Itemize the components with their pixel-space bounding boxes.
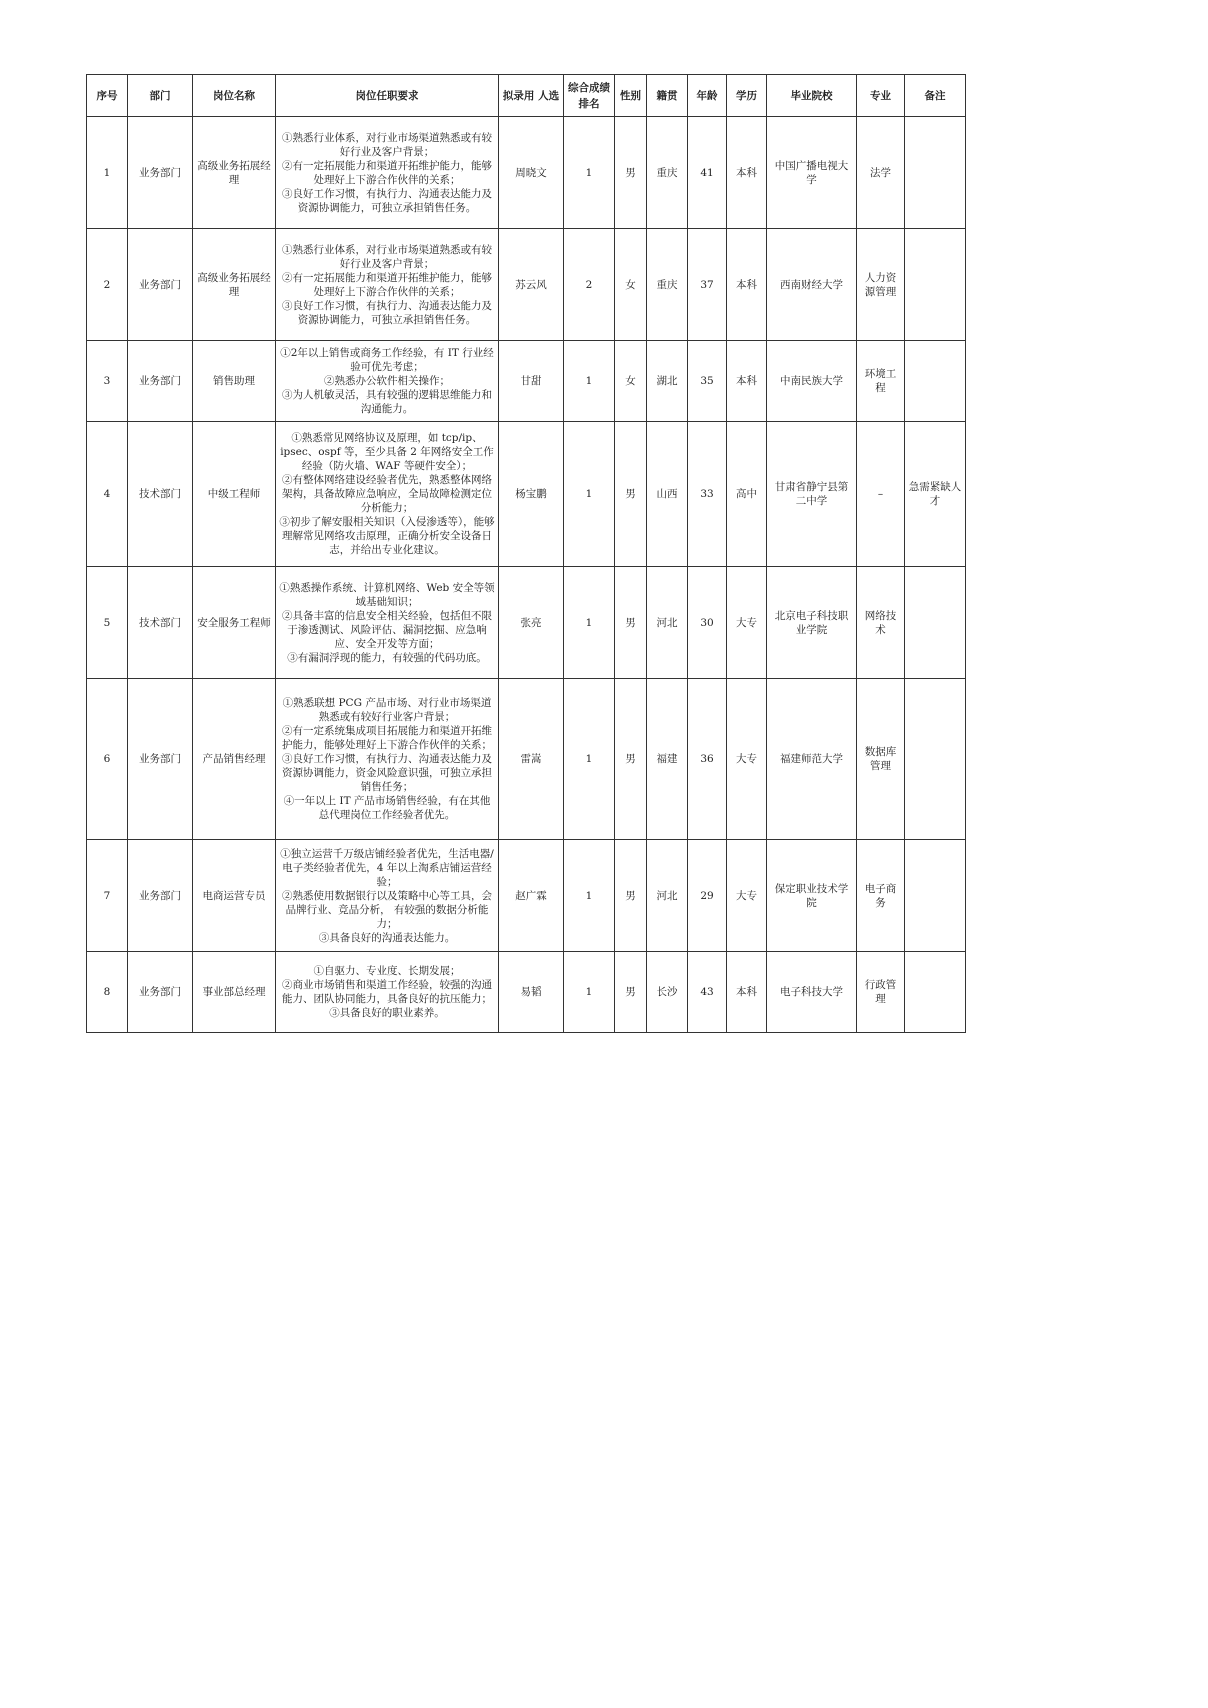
cell-position: 安全服务工程师 [193,567,276,679]
cell-requirements [276,422,499,567]
cell-position: 高级业务拓展经理 [193,117,276,229]
cell-education: 本科 [727,952,767,1033]
cell-requirements [276,840,499,952]
requirement-line: ①独立运营千万级店铺经验者优先，生活电器/电子类经验者优先，4 年以上淘系店铺运营经验； [280,847,494,888]
header-cell-education: 学历 [727,75,767,117]
cell-no: 5 [87,567,128,679]
cell-gender: 男 [615,567,647,679]
cell-no: 4 [87,422,128,567]
cell-position: 事业部总经理 [193,952,276,1033]
requirement-line: ③良好工作习惯，有执行力、沟通表达能力及资源协调能力，可独立承担销售任务。 [282,299,492,326]
cell-candidate: 甘甜 [499,341,564,422]
cell-candidate: 赵广霖 [499,840,564,952]
requirement-line: ①熟悉行业体系，对行业市场渠道熟悉或有较好行业及客户背景； [282,243,492,270]
cell-dept: 技术部门 [128,422,193,567]
cell-education: 大专 [727,679,767,840]
cell-major: 人力资源管理 [857,229,905,341]
cell-major: 网络技术 [857,567,905,679]
cell-rank: 1 [564,952,615,1033]
cell-origin: 重庆 [647,229,688,341]
requirement-line: ③具备良好的职业素养。 [329,1007,445,1019]
cell-education: 高中 [727,422,767,567]
header-cell-age: 年龄 [688,75,727,117]
table-row [87,840,966,952]
requirement-line: ③良好工作习惯，有执行力、沟通表达能力及资源协调能力，可独立承担销售任务。 [282,187,492,214]
table-row [87,952,966,1033]
cell-major: 环境工程 [857,341,905,422]
cell-note: 急需紧缺人才 [905,422,966,567]
requirement-line: ③初步了解安服相关知识（入侵渗透等），能够理解常见网络攻击原理，正确分析安全设备日志，并给出专业化建议。 [279,516,495,556]
requirement-line: ①熟悉行业体系，对行业市场渠道熟悉或有较好行业及客户背景； [282,131,492,158]
cell-position: 中级工程师 [193,422,276,567]
cell-note [905,229,966,341]
cell-note [905,952,966,1033]
cell-origin: 河北 [647,840,688,952]
cell-candidate: 张亮 [499,567,564,679]
cell-requirements [276,229,499,341]
cell-no: 7 [87,840,128,952]
cell-no: 8 [87,952,128,1033]
cell-origin: 湖北 [647,341,688,422]
cell-gender: 男 [615,117,647,229]
requirement-line: ④一年以上 IT 产品市场销售经验，有在其他总代理岗位工作经验者优先。 [283,795,491,821]
cell-major: 数据库管理 [857,679,905,840]
cell-position: 电商运营专员 [193,840,276,952]
requirement-line: ①2年以上销售或商务工作经验，有 IT 行业经验可优先考虑； [280,347,494,373]
requirement-line: ③为人机敏灵活，具有较强的逻辑思维能力和沟通能力。 [282,389,492,415]
header-cell-note: 备注 [905,75,966,117]
cell-age: 41 [688,117,727,229]
cell-gender: 男 [615,422,647,567]
cell-dept: 业务部门 [128,117,193,229]
requirement-line: ②有一定系统集成项目拓展能力和渠道开拓维护能力，能够处理好上下游合作伙伴的关系； [282,725,492,751]
cell-dept: 业务部门 [128,840,193,952]
cell-position: 产品销售经理 [193,679,276,840]
cell-origin: 长沙 [647,952,688,1033]
table-row [87,567,966,679]
cell-education: 本科 [727,229,767,341]
cell-requirements [276,567,499,679]
cell-school: 中国广播电视大学 [767,117,857,229]
cell-gender: 男 [615,679,647,840]
cell-note [905,341,966,422]
cell-major: 行政管理 [857,952,905,1033]
cell-rank: 1 [564,840,615,952]
cell-candidate: 苏云风 [499,229,564,341]
cell-major: 法学 [857,117,905,229]
cell-candidate: 易韬 [499,952,564,1033]
requirement-line: ②熟悉使用数据银行以及策略中心等工具，会品牌行业、竞品分析， 有较强的数据分析能力； [282,889,492,930]
cell-age: 43 [688,952,727,1033]
cell-school: 甘肃省静宁县第二中学 [767,422,857,567]
cell-rank: 1 [564,341,615,422]
cell-rank: 1 [564,117,615,229]
cell-candidate: 雷嵩 [499,679,564,840]
header-row [87,75,966,117]
header-cell-school: 毕业院校 [767,75,857,117]
requirement-line: ②熟悉办公软件相关操作； [324,375,450,387]
cell-dept: 业务部门 [128,229,193,341]
cell-dept: 业务部门 [128,952,193,1033]
requirement-line: ①自驱力、专业度、长期发展； [313,965,461,977]
cell-major: 电子商务 [857,840,905,952]
cell-major: – [857,422,905,567]
requirement-line: ②有一定拓展能力和渠道开拓维护能力，能够处理好上下游合作伙伴的关系； [282,271,492,298]
requirement-line: ②有整体网络建设经验者优先，熟悉整体网络架构，具备故障应急响应，全局故障检测定位分析能力； [282,474,492,514]
cell-dept: 技术部门 [128,567,193,679]
cell-age: 36 [688,679,727,840]
cell-position: 高级业务拓展经理 [193,229,276,341]
cell-origin: 重庆 [647,117,688,229]
cell-school: 电子科技大学 [767,952,857,1033]
requirement-line: ③良好工作习惯，有执行力、沟通表达能力及资源协调能力，资金风险意识强，可独立承担销售任务； [282,753,492,793]
cell-age: 33 [688,422,727,567]
cell-no: 3 [87,341,128,422]
cell-no: 6 [87,679,128,840]
header-cell-no: 序号 [87,75,128,117]
requirement-line: ③具备良好的沟通表达能力。 [318,931,456,944]
cell-gender: 女 [615,341,647,422]
cell-age: 30 [688,567,727,679]
header-cell-origin: 籍贯 [647,75,688,117]
header-cell-dept: 部门 [128,75,193,117]
requirement-line: ①熟悉常见网络协议及原理，如 tcp/ip、ipsec、ospf 等，至少具备 2 年网络安全工作经验（防火墙、WAF 等硬件安全）； [280,432,494,472]
cell-school: 北京电子科技职业学院 [767,567,857,679]
requirement-line: ②商业市场销售和渠道工作经验，较强的沟通能力、团队协同能力，具备良好的抗压能力； [282,979,492,1005]
requirement-line: ①熟悉联想 PCG 产品市场、对行业市场渠道熟悉或有较好行业客户背景； [282,697,492,723]
cell-school: 西南财经大学 [767,229,857,341]
cell-rank: 2 [564,229,615,341]
header-cell-major: 专业 [857,75,905,117]
table-row [87,341,966,422]
cell-gender: 女 [615,229,647,341]
cell-education: 本科 [727,341,767,422]
cell-age: 37 [688,229,727,341]
requirement-line: ②有一定拓展能力和渠道开拓维护能力，能够处理好上下游合作伙伴的关系； [282,159,492,186]
cell-candidate: 杨宝鹏 [499,422,564,567]
cell-school: 福建师范大学 [767,679,857,840]
cell-note [905,840,966,952]
cell-position: 销售助理 [193,341,276,422]
cell-gender: 男 [615,840,647,952]
cell-note [905,117,966,229]
header-cell-rank: 综合成绩排名 [564,75,615,117]
cell-school: 保定职业技术学院 [767,840,857,952]
cell-age: 35 [688,341,727,422]
header-cell-gender: 性别 [615,75,647,117]
cell-gender: 男 [615,952,647,1033]
cell-age: 29 [688,840,727,952]
cell-origin: 河北 [647,567,688,679]
requirement-line: ①熟悉操作系统、计算机网络、Web 安全等领域基础知识； [279,581,495,608]
table-row [87,117,966,229]
cell-requirements [276,952,499,1033]
requirement-line: ②具备丰富的信息安全相关经验，包括但不限于渗透测试、风险评估、漏洞挖掘、应急响应、安全开发等方面； [282,609,492,650]
cell-dept: 业务部门 [128,341,193,422]
cell-dept: 业务部门 [128,679,193,840]
cell-origin: 福建 [647,679,688,840]
requirement-line: ③有漏洞浮现的能力，有较强的代码功底。 [287,651,487,664]
cell-rank: 1 [564,679,615,840]
cell-no: 1 [87,117,128,229]
cell-note [905,567,966,679]
cell-rank: 1 [564,422,615,567]
cell-education: 本科 [727,117,767,229]
header-cell-position: 岗位名称 [193,75,276,117]
cell-candidate: 周晓文 [499,117,564,229]
candidate-table [86,74,966,1033]
table-row [87,422,966,567]
header-cell-candidate: 拟录用 人选 [499,75,564,117]
cell-requirements [276,341,499,422]
table-row [87,229,966,341]
cell-requirements [276,117,499,229]
cell-no: 2 [87,229,128,341]
cell-school: 中南民族大学 [767,341,857,422]
cell-education: 大专 [727,840,767,952]
cell-education: 大专 [727,567,767,679]
cell-rank: 1 [564,567,615,679]
header-cell-requirements: 岗位任职要求 [276,75,499,117]
cell-origin: 山西 [647,422,688,567]
cell-note [905,679,966,840]
table-row [87,679,966,840]
cell-requirements [276,679,499,840]
